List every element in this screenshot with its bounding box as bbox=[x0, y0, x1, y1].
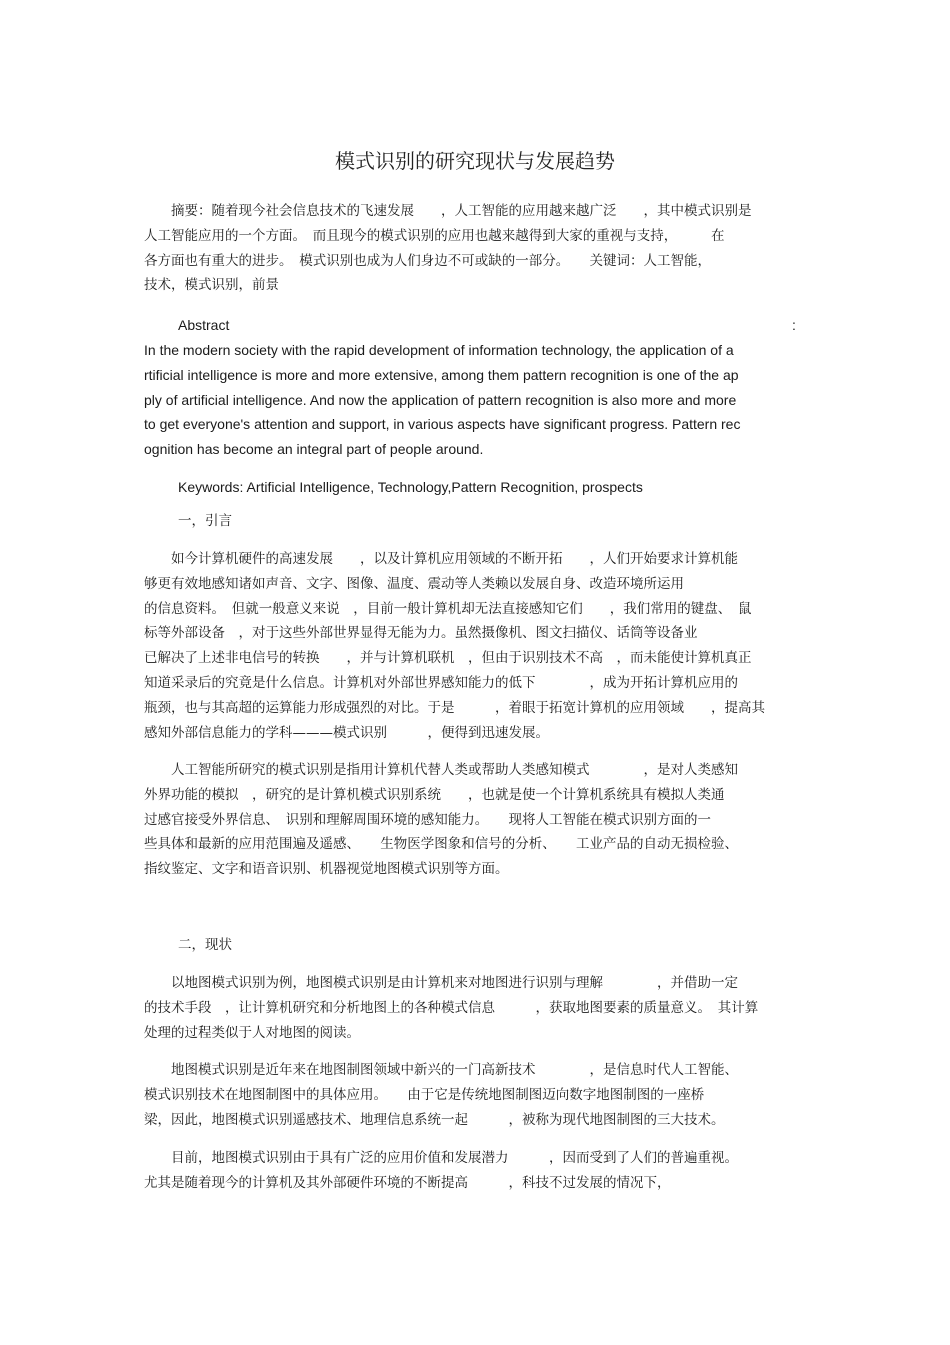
paragraph-line: 些具体和最新的应用范围遍及遥感、 生物医学图象和信号的分析、 工业产品的自动无损检验、 bbox=[144, 836, 738, 853]
paragraph-line: 以地图模式识别为例，地图模式识别是由计算机来对地图进行识别与理解 ，并借助一定 bbox=[144, 975, 738, 991]
paragraph-line: 够更有效地感知诸如声音、文字、图像、温度、震动等人类赖以发展自身、改造环境所运用 bbox=[144, 575, 684, 592]
section-heading-intro: 一，引言 bbox=[178, 513, 232, 529]
abstract-en-line: rtificial intelligence is more and more extensive, among them pattern recognition is one of the ap bbox=[144, 366, 739, 383]
abstract-en-line: ognition has become an integral part of people around. bbox=[144, 441, 484, 458]
status-paragraph-1 bbox=[144, 971, 806, 1045]
paragraph-line: 梁，因此，地图模式识别遥感技术、地理信息系统一起 ，被称为现代地图制图的三大技术。 bbox=[144, 1111, 725, 1128]
abstract-cn bbox=[144, 199, 806, 298]
paragraph-line: 感知外部信息能力的学科———模式识别 ，便得到迅速发展。 bbox=[144, 724, 549, 741]
paragraph-line: 标等外部设备 ，对于这些外部世界显得无能为力。虽然摄像机、图文扫描仪、话筒等设备业 bbox=[144, 625, 698, 642]
abstract-en-label: Abstract bbox=[178, 317, 230, 333]
paragraph-line: 地图模式识别是近年来在地图制图领域中新兴的一门高新技术 ，是信息时代人工智能、 bbox=[144, 1062, 738, 1078]
paragraph-line: 的技术手段 ，让计算机研究和分析地图上的各种模式信息 ，获取地图要素的质量意义。 其计算 bbox=[144, 999, 759, 1016]
paragraph-line: 外界功能的模拟 ，研究的是计算机模式识别系统 ，也就是使一个计算机系统具有模拟人类通 bbox=[144, 786, 725, 803]
paragraph-line: 模式识别技术在地图制图中的具体应用。 由于它是传统地图制图迈向数字地图制图的一座桥 bbox=[144, 1086, 705, 1103]
paragraph-line: 瓶颈，也与其高超的运算能力形成强烈的对比。于是 ，着眼于拓宽计算机的应用领域 ，提高其 bbox=[144, 699, 765, 716]
paragraph-line: 人工智能所研究的模式识别是指用计算机代替人类或帮助人类感知模式 ，是对人类感知 bbox=[144, 762, 738, 778]
paragraph-line: 知道采录后的究竟是什么信息。计算机对外部世界感知能力的低下 ，成为开拓计算机应用的 bbox=[144, 674, 738, 691]
paragraph-line: 的信息资料。 但就一般意义来说 ，目前一般计算机却无法直接感知它们 ，我们常用的键盘、 鼠 bbox=[144, 600, 752, 617]
intro-paragraph-1 bbox=[144, 547, 806, 745]
paragraph-line: 过感官接受外界信息、 识别和理解周围环境的感知能力。 现将人工智能在模式识别方面的一 bbox=[144, 811, 711, 828]
abstract-en-colon: : bbox=[792, 317, 796, 333]
status-paragraph-3 bbox=[144, 1146, 806, 1196]
page-title: 模式识别的研究现状与发展趋势 bbox=[335, 149, 615, 173]
abstract-cn-line: 摘要：随着现今社会信息技术的飞速发展 ，人工智能的应用越来越广泛 ，其中模式识别是 bbox=[144, 203, 752, 219]
paragraph-line: 指纹鉴定、文字和语音识别、机器视觉地图模式识别等方面。 bbox=[144, 861, 509, 878]
abstract-en-line: to get everyone's attention and support, in various aspects have significant progress. Pattern rec bbox=[144, 416, 741, 433]
paragraph-line: 尤其是随着现今的计算机及其外部硬件环境的不断提高 ，科技不过发展的情况下， bbox=[144, 1174, 671, 1191]
paragraph-line: 目前，地图模式识别由于具有广泛的应用价值和发展潜力 ，因而受到了人们的普遍重视。 bbox=[144, 1150, 738, 1166]
paragraph-line: 如今计算机硬件的高速发展 ，以及计算机应用领域的不断开拓 ，人们开始要求计算机能 bbox=[144, 551, 738, 567]
abstract-cn-line: 技术，模式识别，前景 bbox=[144, 277, 279, 294]
abstract-en bbox=[144, 338, 806, 462]
section-heading-status: 二，现状 bbox=[178, 937, 232, 953]
abstract-cn-line: 人工智能应用的一个方面。 而且现今的模式识别的应用也越来越得到大家的重视与支持， 在 bbox=[144, 227, 725, 244]
keywords-en: Keywords: Artificial Intelligence, Technology,Pattern Recognition, prospects bbox=[178, 479, 643, 495]
status-paragraph-2 bbox=[144, 1058, 806, 1132]
abstract-en-line: ply of artificial intelligence. And now the application of pattern recognition is also more and more bbox=[144, 391, 737, 408]
abstract-cn-line: 各方面也有重大的进步。 模式识别也成为人们身边不可或缺的一部分。 关键词：人工智能， bbox=[144, 252, 711, 269]
paragraph-line: 已解决了上述非电信号的转换 ，并与计算机联机 ，但由于识别技术不高 ，而未能使计算机真正 bbox=[144, 650, 752, 667]
paragraph-line: 处理的过程类似于人对地图的阅读。 bbox=[144, 1024, 360, 1041]
intro-paragraph-2 bbox=[144, 758, 806, 882]
abstract-en-line: In the modern society with the rapid development of information technology, the application of a bbox=[144, 342, 734, 358]
